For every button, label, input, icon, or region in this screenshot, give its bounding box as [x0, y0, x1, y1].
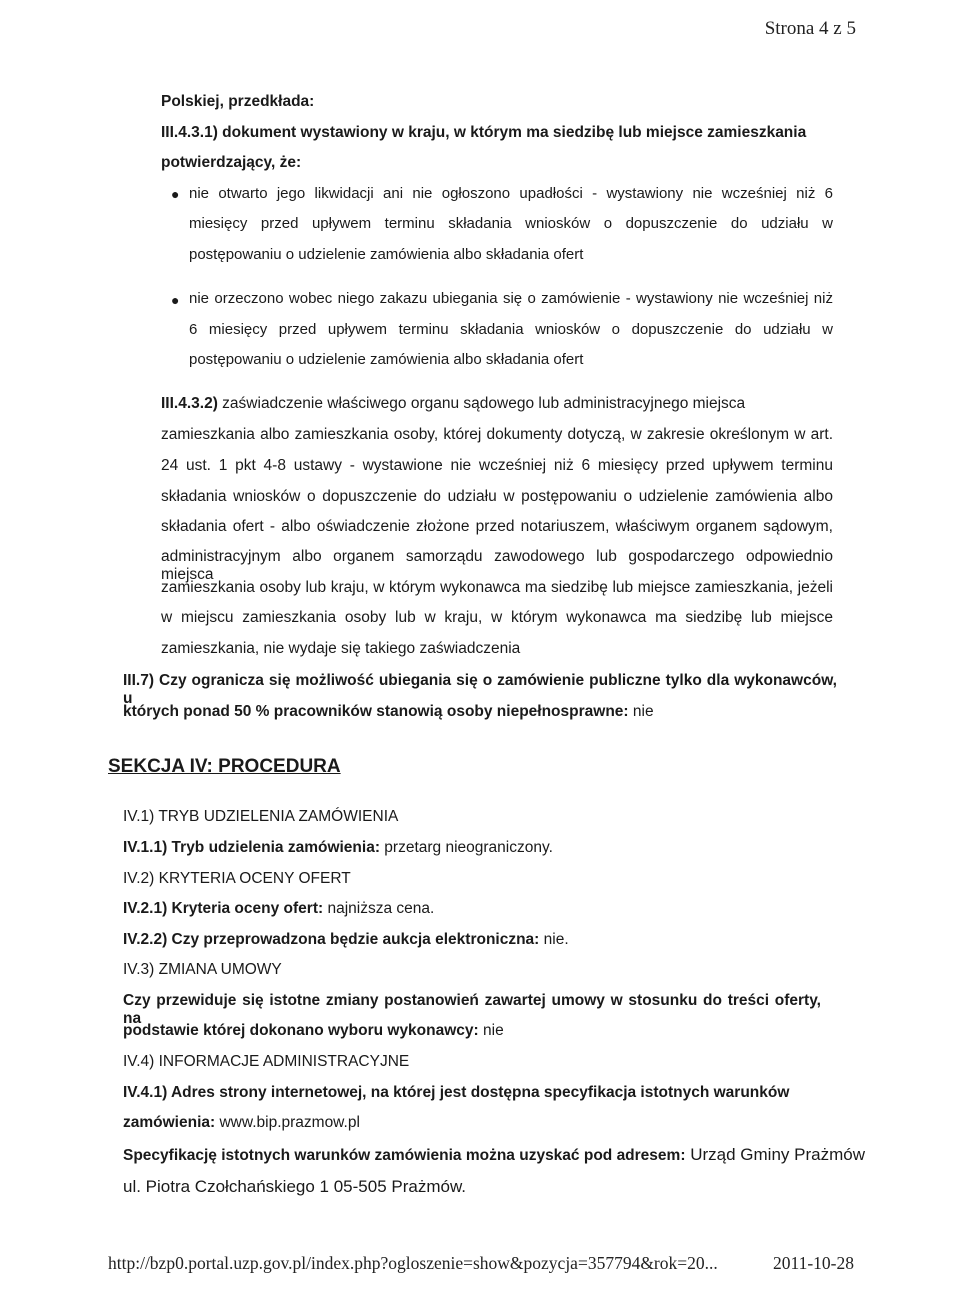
s1-line2: potwierdzający, że:: [161, 154, 302, 171]
bullet-icon: ●: [171, 186, 180, 202]
iv41-url: www.bip.prazmow.pl: [215, 1114, 360, 1131]
s2-line8: w miejscu zamieszkania osoby lub w kraju, w którym wykonawca ma siedzibę lub miejsce: [161, 609, 833, 626]
spec-line1: [123, 1145, 865, 1165]
s2-line6: administracyjnym albo organem samorządu zawodowego lub gospodarczego odpowiednio miejsca: [161, 548, 833, 583]
s1-bullet2-line1: nie orzeczono wobec niego zakazu ubiegania się o zamówienie - wystawiony nie wcześniej niż: [189, 290, 833, 307]
iv3-answer: nie: [478, 1022, 504, 1039]
intro-line: Polskiej, przedkłada:: [161, 93, 315, 110]
s2-line1: [161, 395, 745, 413]
iv21-line: [123, 900, 434, 918]
iv41-line1: IV.4.1) Adres strony internetowej, na której jest dostępna specyfikacja istotnych warunków: [123, 1084, 790, 1101]
iv22-label: IV.2.2) Czy przeprowadzona będzie aukcja elektroniczna:: [123, 931, 540, 948]
s2-line7: zamieszkania osoby lub kraju, w którym wykonawca ma siedzibę lub miejsce zamieszkania, jeżeli: [161, 579, 833, 596]
s3-answer: nie: [628, 703, 654, 720]
iv41-label: zamówienia:: [123, 1114, 216, 1131]
iv3-question-line2: [123, 1022, 504, 1040]
s1-line1: III.4.3.1) dokument wystawiony w kraju, w którym ma siedzibę lub miejsce zamieszkania: [161, 124, 807, 141]
s2-line5: składania ofert - albo oświadczenie złożone przed notariuszem, właściwym organem sądowym,: [161, 518, 833, 535]
s3-question: których ponad 50 % pracowników stanowią osoby niepełnosprawne:: [123, 703, 629, 720]
iv3-heading: IV.3) ZMIANA UMOWY: [123, 961, 282, 978]
s2-label: III.4.3.2): [161, 395, 218, 412]
iv11-label: IV.1.1) Tryb udzielenia zamówienia:: [123, 839, 380, 856]
iv22-line: [123, 931, 569, 949]
iv22-value: nie.: [539, 931, 569, 948]
s1-bullet1-line1: nie otwarto jego likwidacji ani nie ogłoszono upadłości - wystawiony nie wcześniej niż 6: [189, 185, 833, 202]
s1-bullet2-line3: postępowaniu o udzielenie zamówienia albo składania ofert: [189, 351, 584, 368]
s1-bullet1-line2: miesięcy przed upływem terminu składania wniosków o dopuszczenie do udziału w: [189, 215, 833, 232]
s2-line3: 24 ust. 1 pkt 4-8 ustawy - wystawione nie wcześniej niż 6 miesięcy przed upływem terminu: [161, 457, 833, 474]
page-footer: [108, 1253, 854, 1274]
footer-url: http://bzp0.portal.uzp.gov.pl/index.php?ogloszenie=show&pozycja=357794&rok=20...: [108, 1253, 718, 1273]
page-number: Strona 4 z 5: [764, 18, 856, 39]
s3-line2: [123, 703, 654, 721]
iv4-heading: IV.4) INFORMACJE ADMINISTRACYJNE: [123, 1053, 410, 1070]
bullet-icon: ●: [171, 292, 180, 308]
s1-bullet2-line2: 6 miesięcy przed upływem terminu składania wniosków o dopuszczenie do udziału w: [189, 321, 833, 338]
iv2-heading: IV.2) KRYTERIA OCENY OFERT: [123, 870, 351, 887]
iv11-value: przetarg nieograniczony.: [379, 839, 553, 856]
s2-text: zaświadczenie właściwego organu sądowego lub administracyjnego miejsca: [217, 395, 746, 412]
spec-address-line2: ul. Piotra Czołchańskiego 1 05-505 Prażmów.: [123, 1177, 467, 1196]
s2-line9: zamieszkania, nie wydaje się takiego zaświadczenia: [161, 640, 521, 657]
iv41-line2: [123, 1114, 360, 1132]
spec-address: Urząd Gminy Prażmów: [685, 1145, 865, 1164]
iv21-value: najniższa cena.: [323, 900, 435, 917]
iv1-heading: IV.1) TRYB UDZIELENIA ZAMÓWIENIA: [123, 808, 399, 825]
spec-label: Specyfikację istotnych warunków zamówienia można uzyskać pod adresem:: [123, 1147, 686, 1164]
section-heading: SEKCJA IV: PROCEDURA: [108, 756, 341, 777]
footer-date: 2011-10-28: [772, 1253, 854, 1273]
iv11-line: [123, 839, 553, 857]
s2-line2: zamieszkania albo zamieszkania osoby, której dokumenty dotyczą, w zakresie określonym w art.: [161, 426, 833, 443]
iv3-question-line1: Czy przewiduje się istotne zmiany postanowień zawartej umowy w stosunku do treści oferty, na: [123, 992, 821, 1027]
iv3-question-end: podstawie której dokonano wyboru wykonawcy:: [123, 1022, 479, 1039]
s2-line4: składania wniosków o dopuszczenie do udziału w postępowaniu o udzielenie zamówienia albo: [161, 488, 833, 505]
iv21-label: IV.2.1) Kryteria oceny ofert:: [123, 900, 324, 917]
s3-line1: III.7) Czy ogranicza się możliwość ubiegania się o zamówienie publiczne tylko dla wykonawców, u: [123, 672, 837, 707]
s1-bullet1-line3: postępowaniu o udzielenie zamówienia albo składania ofert: [189, 246, 584, 263]
